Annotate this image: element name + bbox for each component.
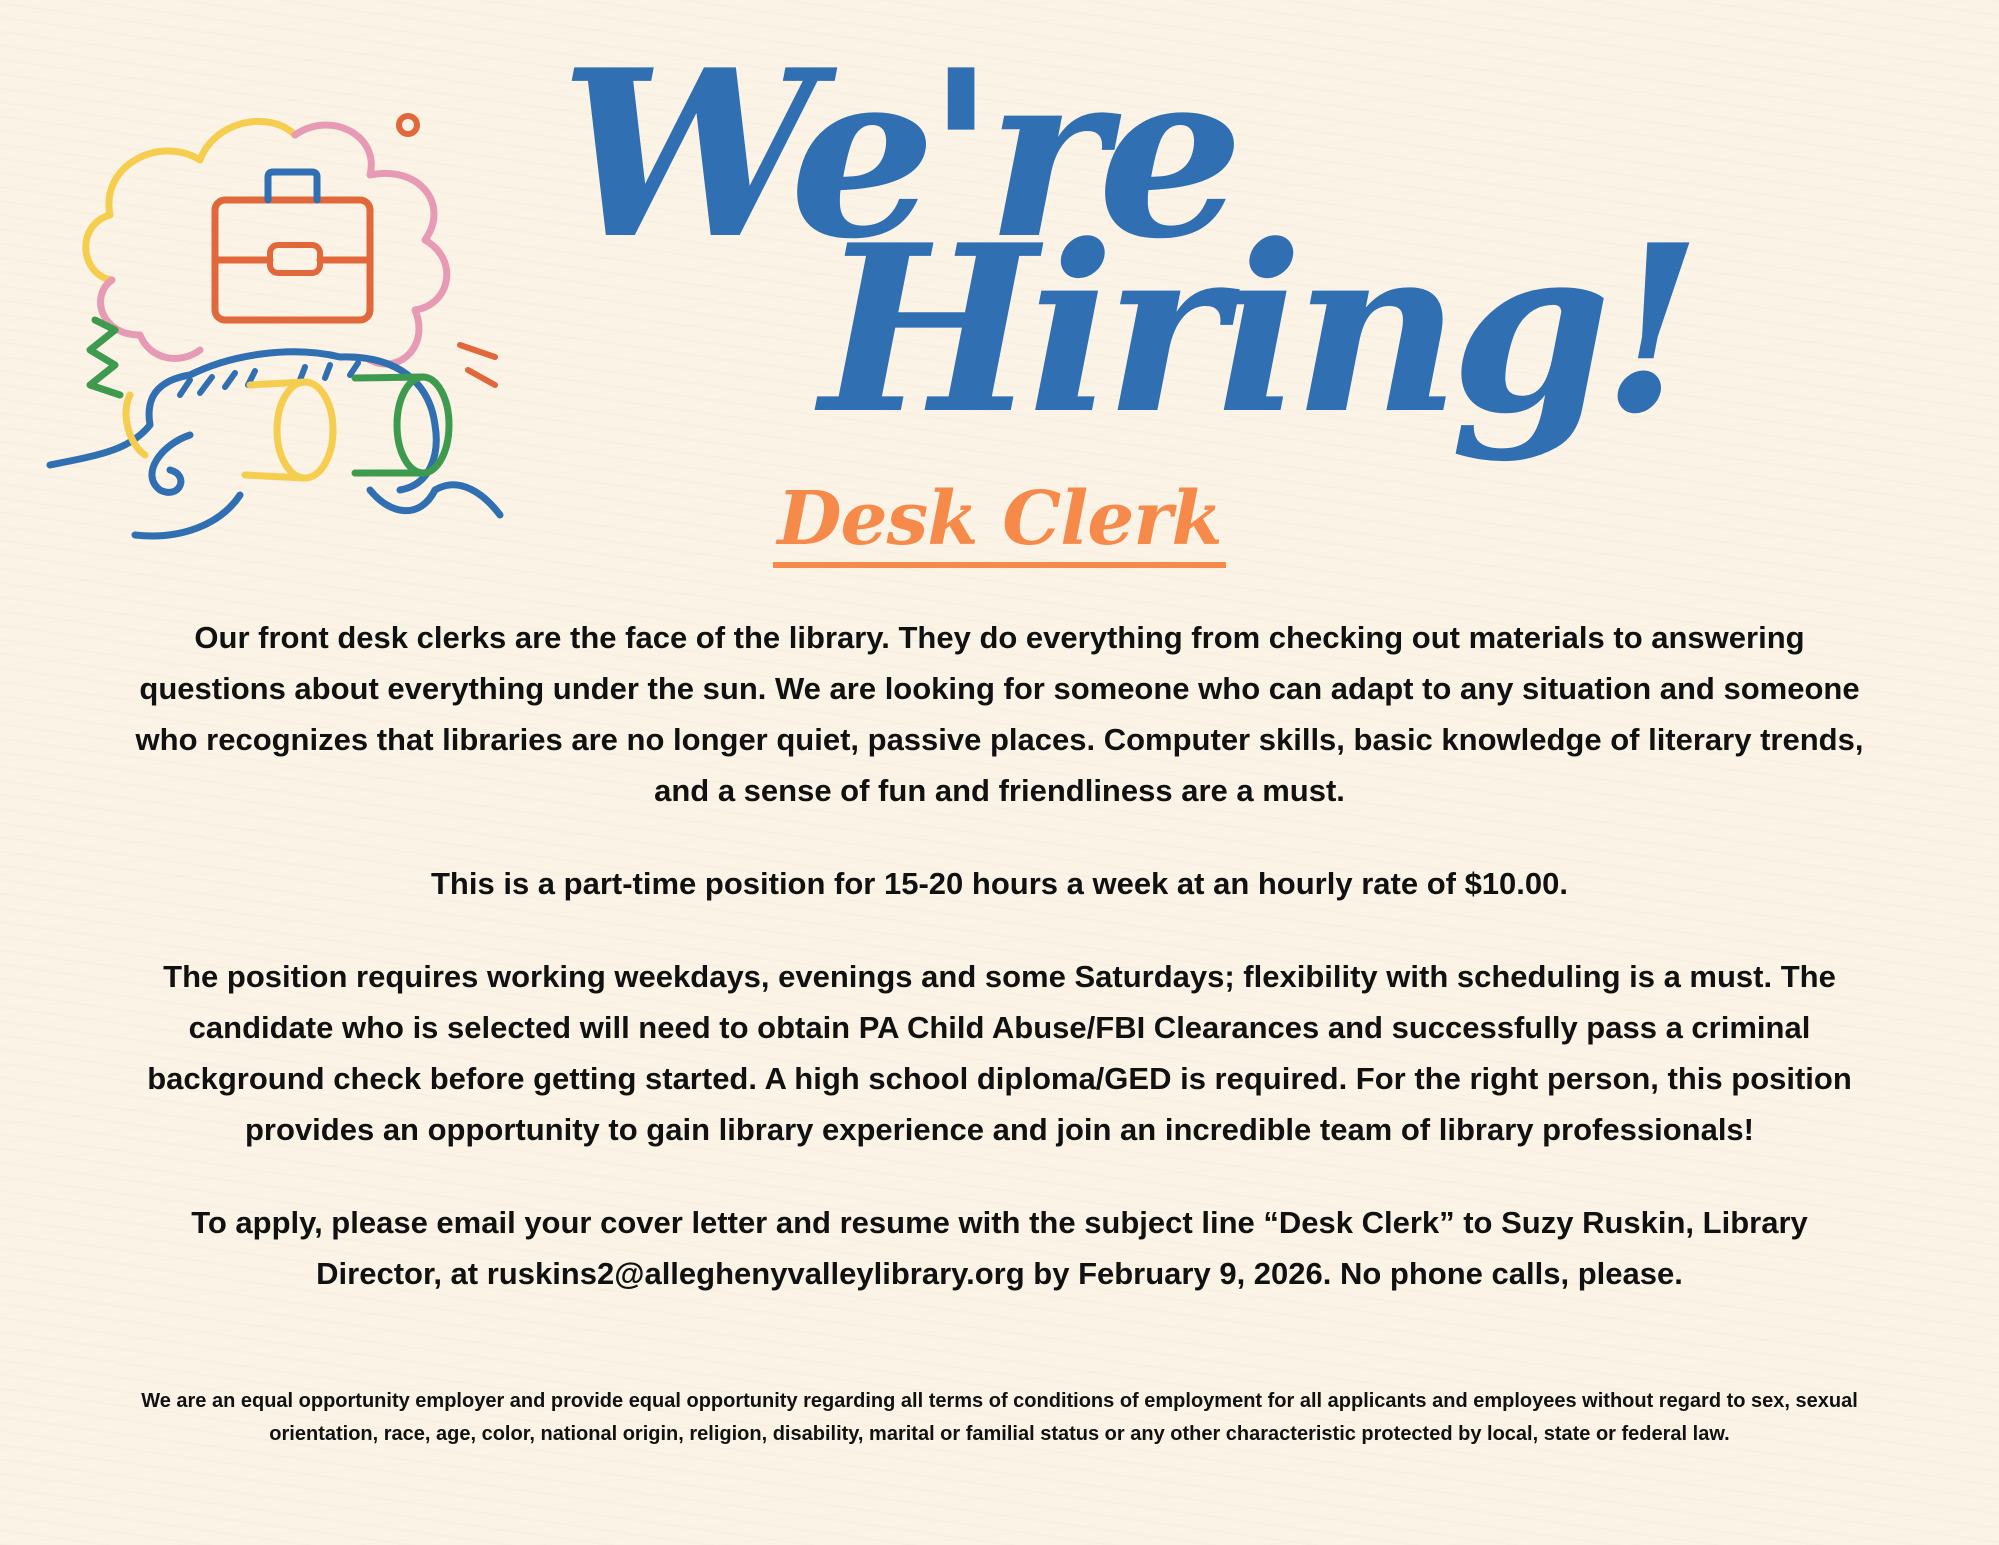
job-description <box>130 612 1869 1341</box>
headline-line1: We're <box>560 20 1234 290</box>
paragraph-rate: This is a part-time position for 15-20 hours a week at an hourly rate of $10.00. <box>431 866 1568 901</box>
paragraph-overview: Our front desk clerks are the face of the library. They do everything from checking out materials to answering questions about everything under the sun. We are looking for someone who can adapt to any situation and someone who recognizes that libraries are no longer quiet, passive places. Computer skills, basic knowledge of literary trends, and a sense of fun and friendliness are a must. <box>135 620 1864 808</box>
headline <box>0 0 1999 470</box>
job-title-text: Desk Clerk <box>773 482 1225 568</box>
headline-line2: Hiring! <box>820 195 1693 465</box>
equal-opportunity-statement: We are an equal opportunity employer and provide equal opportunity regarding all terms of conditions of employment for all applicants and employees without regard to sex, sexual orientation, race, age, color, national origin, religion, disability, marital or familial status or any other characteristic protected by local, state or federal law. <box>141 1390 1858 1445</box>
job-title <box>0 476 1999 568</box>
paragraph-apply: To apply, please email your cover letter and resume with the subject line “Desk Clerk” to Suzy Ruskin, Library Director, at ruskins2@alleghenyvalleylibrary.org by February 9, 2026. No phone calls, please. <box>191 1205 1808 1291</box>
paragraph-requirements: The position requires working weekdays, evenings and some Saturdays; flexibility with scheduling is a must. The candidate who is selected will need to obtain PA Child Abuse/FBI Clearances and successfully pass a criminal background check before getting started. A high school diploma/GED is required. For the right person, this position provides an opportunity to gain library experience and join an incredible team of library professionals! <box>147 959 1852 1147</box>
